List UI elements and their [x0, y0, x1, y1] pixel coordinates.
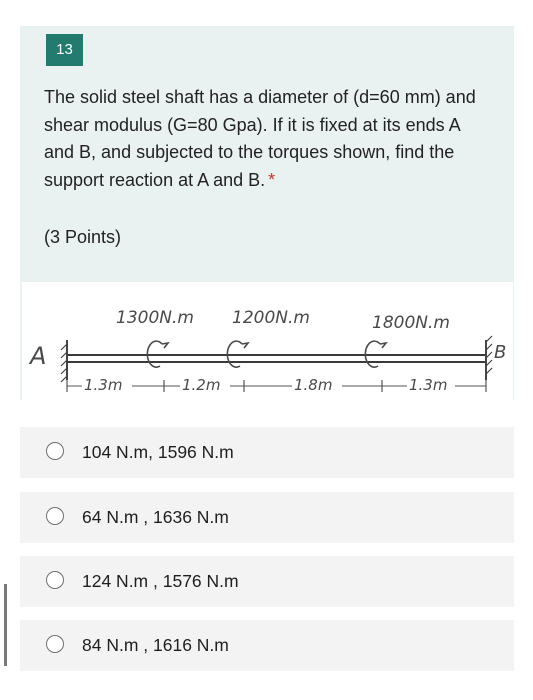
segment-length-1: 1.3m [84, 376, 123, 394]
question-text [44, 84, 484, 194]
question-points: (3 Points) [44, 227, 122, 247]
torque-label-1: 1300N.m [116, 308, 194, 328]
support-label-a: A [30, 342, 47, 370]
scroll-indicator [4, 584, 7, 666]
radio-button[interactable] [46, 635, 64, 653]
shaft-diagram [22, 282, 513, 400]
answer-option-4[interactable] [20, 620, 514, 671]
torque-label-3: 1800N.m [372, 313, 450, 333]
answer-option-2[interactable] [20, 492, 514, 543]
question-body: The solid steel shaft has a diameter of (d=60 mm) and shear modulus (G=80 Gpa). If it is fixed at its ends A and B, and subjected to the torques shown, find the support reaction at A and B. [44, 87, 476, 190]
question-number-badge: 13 [46, 34, 83, 66]
option-label: 84 N.m , 1616 N.m [82, 635, 229, 655]
torque-arrow-2-head [242, 343, 248, 348]
option-label: 124 N.m , 1576 N.m [82, 571, 239, 591]
segment-length-2: 1.2m [182, 376, 221, 394]
option-label: 104 N.m, 1596 N.m [82, 442, 234, 462]
answer-option-3[interactable] [20, 556, 514, 607]
radio-button[interactable] [46, 442, 64, 460]
radio-button[interactable] [46, 507, 64, 525]
torque-arrow-1-head [162, 343, 168, 348]
required-marker: * [268, 169, 276, 190]
segment-length-4: 1.3m [409, 376, 448, 394]
torque-arrow-3-head [380, 343, 386, 348]
segment-length-3: 1.8m [294, 376, 333, 394]
answer-option-1[interactable] [20, 427, 514, 478]
radio-button[interactable] [46, 571, 64, 589]
torque-label-2: 1200N.m [232, 308, 310, 328]
option-label: 64 N.m , 1636 N.m [82, 507, 229, 527]
support-label-b: B [494, 342, 507, 363]
shaft-diagram-svg [22, 282, 513, 400]
